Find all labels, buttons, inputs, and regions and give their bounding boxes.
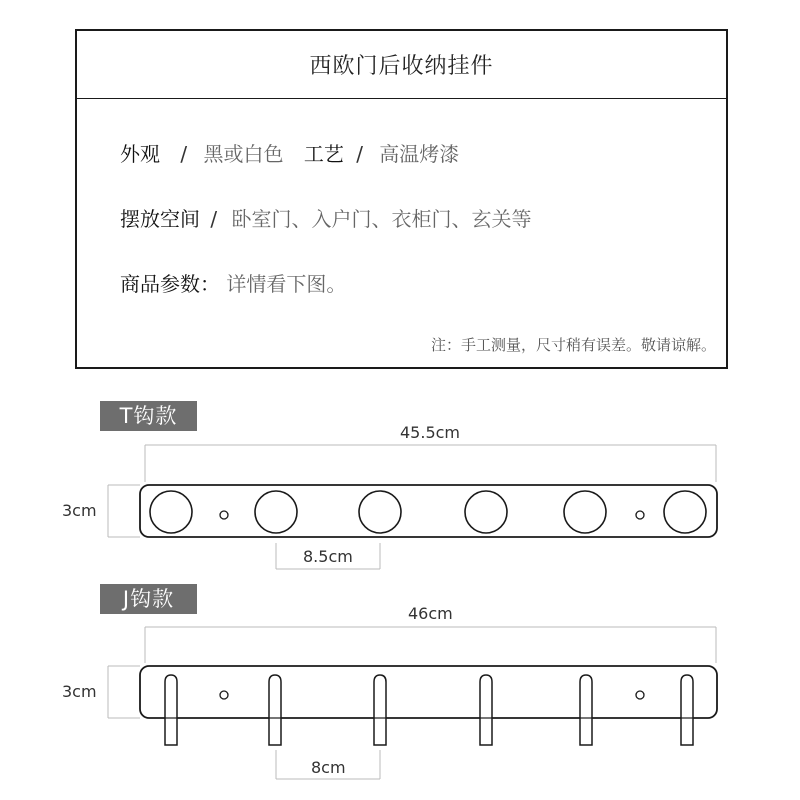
appearance-sep: /: [180, 142, 188, 166]
params-value: 详情看下图。: [226, 272, 347, 296]
j-hook-prong: [269, 675, 281, 745]
craft-value: 高温烤漆: [379, 142, 460, 166]
appearance-label: 外观: [120, 142, 160, 166]
t-hook-spacing-label: 8.5cm: [303, 547, 353, 566]
j-hook-tag: J钩款: [100, 584, 197, 614]
j-hook-prong: [580, 675, 592, 745]
j-hook-prong: [480, 675, 492, 745]
t-hook-drawing: [140, 485, 717, 537]
t-hook-knob: [359, 491, 401, 533]
j-hook-drawing: [140, 666, 717, 745]
params-label: 商品参数：: [120, 272, 220, 296]
craft-label: 工艺: [303, 142, 344, 166]
measurement-note: 注：手工测量，尺寸稍有误差。敬请谅解。: [430, 336, 716, 354]
placement-sep: /: [210, 207, 218, 231]
j-hook-prong: [374, 675, 386, 745]
placement-label: 摆放空间: [120, 207, 200, 231]
placement-value: 卧室门、入户门、衣柜门、玄关等: [231, 207, 532, 231]
j-hook-spacing-label: 8cm: [311, 758, 346, 777]
t-hook-knob: [465, 491, 507, 533]
t-hook-knob: [150, 491, 192, 533]
j-hook-prong: [165, 675, 177, 745]
t-hook-dimension-lines: [108, 445, 716, 569]
j-hook-screw-hole: [220, 691, 228, 699]
t-hook-tag: T钩款: [100, 401, 197, 431]
t-hook-knob: [664, 491, 706, 533]
t-hook-knob: [564, 491, 606, 533]
craft-sep: /: [356, 142, 363, 166]
t-hook-screw-hole: [220, 511, 228, 519]
spec-title: 西欧门后收纳挂件: [77, 31, 726, 99]
appearance-value: 黑或白色: [203, 142, 284, 166]
j-hook-prong: [681, 675, 693, 745]
t-hook-width-label: 45.5cm: [400, 423, 461, 442]
t-hook-bar: [140, 485, 717, 537]
j-hook-dimension-lines: [108, 627, 716, 779]
j-hook-screw-hole: [636, 691, 644, 699]
t-hook-knob: [255, 491, 297, 533]
j-hook-width-label: 46cm: [408, 604, 453, 623]
t-hook-screw-hole: [636, 511, 644, 519]
t-hook-height-label: 3cm: [62, 501, 97, 520]
j-hook-height-label: 3cm: [62, 682, 97, 701]
